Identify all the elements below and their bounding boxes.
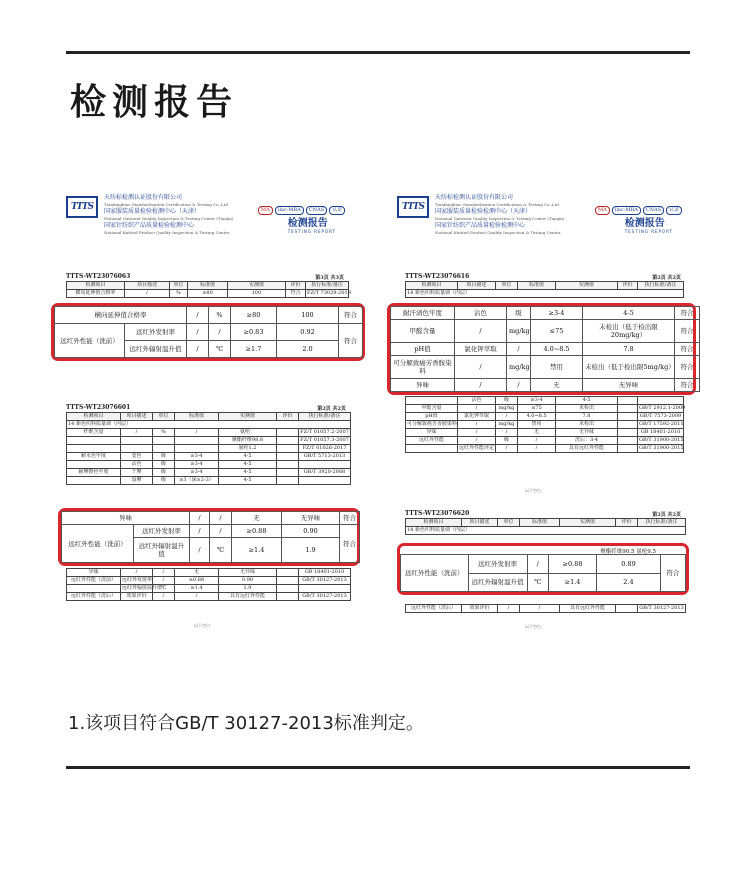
conclusion-note: 1.该项目符合GB/T 30127-2013标准判定。 xyxy=(68,713,424,734)
section-row: 14 新色织料质量调（内层） xyxy=(406,290,684,298)
ttts-logo-icon: TTTS xyxy=(397,196,429,218)
section-row: 14 新色织料质量调（内层） xyxy=(406,527,686,535)
table-row: 甲醛含量 / mg/kg ≤75 未检出 GB/T 2912.1-2009 xyxy=(406,405,684,413)
table-header-row: 检测项目 项目描述 单位 标准值 实测值 评价 执行标准/备注 xyxy=(406,282,684,290)
cert-mark-icon: 认证 xyxy=(666,206,682,215)
footer-note: 以下空白 xyxy=(525,624,541,629)
table-row: 远红外性能（洗后） 效果评价 / / 具有远红外性能 GB/T 30127-2013 xyxy=(406,605,686,613)
table-row: 远红外辐射温升值 ℃ ≥1.4 2.4 xyxy=(401,573,686,592)
cert-mark-icon: 认证 xyxy=(329,206,345,215)
highlight-box-3 xyxy=(387,303,696,395)
table-row: 远红外性能（洗前） 远红外发射率 / / ≥0.88 0.90 符合 xyxy=(62,525,360,538)
report-title-stamp: 检测报告 TESTING REPORT xyxy=(624,218,673,234)
accreditation-marks xyxy=(595,196,685,213)
table-header-row: 检测项目 项目描述 单位 标准值 实测值 评价 执行标准/备注 xyxy=(406,519,686,527)
table-header-row: 检测项目 项目描述 单位 标准值 实测值 评价 执行标准/备注 xyxy=(67,282,349,290)
results-table-tail xyxy=(405,604,686,613)
page-indicator: 第2页 共2页 xyxy=(652,512,681,518)
table-row: 甲醛含量 / mg/kg ≤75 未检出（低于检出限20mg/kg） 符合 xyxy=(391,319,700,343)
table-row: 聚酯纤维98.8 FZ/T 01057.3-2007 xyxy=(67,437,351,445)
table-row: 远红外辐射温升值 / ℃ ≥1.4 1.9 xyxy=(62,538,360,563)
cma-mark-icon: MA xyxy=(595,206,610,215)
page-title: 检测报告 xyxy=(70,82,239,123)
highlight-box-4 xyxy=(397,543,689,595)
table-row: 远红外辐射温升值 ℃ ≥1.4 1.9 xyxy=(67,585,351,593)
table-row: 远红外性能（洗后） 效果评价 / / 具有远红外性能 GB/T 30127-2013 xyxy=(67,593,351,601)
table-row: 可分解致癌芳香胺染料 / mg/kg 禁用 未检出（低于检出限5mg/kg） 符合 xyxy=(391,355,700,379)
report-number: TTTS-WT23076063 xyxy=(66,273,131,280)
composition-note: 聚酯纤维90.5 氨纶9.5 xyxy=(600,549,656,555)
table-row: 异味 / / 无 无异味 GB 18401-2010 xyxy=(406,429,684,437)
highlighted-results xyxy=(54,306,363,358)
highlighted-results xyxy=(390,306,700,392)
table-row: pH值 氯化钾萃取 / 4.0~8.5 7.8 GB/T 7573-2009 xyxy=(406,413,684,421)
ilac-mark-icon: ilac-MRA xyxy=(275,206,304,215)
table-header-row: 检测项目 项目描述 单位 标准值 实测值 评价 执行标准/备注 xyxy=(67,413,351,421)
report-header xyxy=(66,190,348,238)
table-row: 远红外性能评定 / / 具有远红外性能 GB/T 31900-2015 xyxy=(406,445,684,453)
footer-note: 以下空白 xyxy=(194,623,210,628)
table-row: 异味 / / 无 无异味 符合 xyxy=(62,512,360,525)
highlight-box-1 xyxy=(51,303,365,361)
table-row: 耐水色牢度 变色 级 ≥3-4 4-5 GB/T 5713-2013 xyxy=(67,453,351,461)
results-table xyxy=(405,518,686,535)
page-indicator: 第2页 共2页 xyxy=(317,406,346,412)
highlighted-results xyxy=(61,511,360,563)
report-number: TTTS-WT23076620 xyxy=(405,510,470,517)
report-header xyxy=(397,190,685,238)
table-row: 沾色 级 ≥3-4 4-5 xyxy=(406,397,684,405)
cma-mark-icon: MA xyxy=(258,206,273,215)
report-title-stamp: 检测报告 TESTING REPORT xyxy=(287,218,336,234)
ilac-mark-icon: ilac-MRA xyxy=(612,206,641,215)
accreditation-marks xyxy=(258,196,348,213)
table-row: 远红外性能（洗前） 远红外发射率 / / ≥0.83 0.92 符合 xyxy=(55,324,363,341)
table-row: 纤维含量 / % / 氨纶： FZ/T 01057.2-2007 xyxy=(67,429,351,437)
table-row: 可分解致癌芳香胺染料 / mg/kg 禁用 未检出 GB/T 17592-2011 xyxy=(407,421,684,427)
section-row: 14 新色织料质量调（内层） xyxy=(67,421,351,429)
report-number: TTTS-WT23076601 xyxy=(66,404,131,411)
highlight-box-2 xyxy=(58,508,360,566)
table-row: 远红外性能（洗前） 远红外发射率 / ≥0.88 0.89 符合 xyxy=(401,555,686,574)
cnas-mark-icon: CNAS xyxy=(306,206,327,215)
footer-note: 以下空白 xyxy=(525,488,541,493)
table-row: 异味 / / 无 无异味 GB 18401-2010 xyxy=(67,569,351,577)
table-row: 远红外性能 / 级 / 洗后：3-4 GB/T 31900-2015 xyxy=(406,437,684,445)
results-table-tail xyxy=(405,396,684,453)
table-row: 横向延伸值合格率 / % ≥80 100 符合 xyxy=(55,307,363,324)
cnas-mark-icon: CNAS xyxy=(643,206,664,215)
table-row: 横向延伸值合格率 / % ≥80 100 符合 FZ/T 73029-2019 xyxy=(67,290,349,298)
table-row: pH值 氯化钾萃取 / 4.0~8.5 7.8 符合 xyxy=(391,343,700,356)
org-info: 天纺标检测认证股份有限公司 Tianfangbiao Standardization Certification & Testing Co.,Ltd 国家服装质量检验检测中心（天津） National Garment Quality Inspection & Testing Center (Tianjin) 国家针纺织产品质量检验检测中心 National Knitted Product Quality Inspection & Testing Center xyxy=(104,194,234,235)
table-row: 氨纶1.2 FZ/T 01026-2017 xyxy=(67,445,351,453)
table-row: 异味 / / 无 无异味 符合 xyxy=(391,379,700,392)
results-table xyxy=(66,412,351,485)
bottom-rule xyxy=(66,766,690,769)
table-row: 沾色 级 ≥3-4 4-5 xyxy=(67,461,351,469)
highlighted-results xyxy=(400,554,686,592)
table-row: 耐汗渍色牢度 沾色 级 ≥3-4 4-5 符合 xyxy=(391,307,700,320)
report-number: TTTS-WT23076616 xyxy=(405,273,470,280)
page-indicator: 第2页 共2页 xyxy=(652,275,681,281)
page-indicator: 第3页 共3页 xyxy=(315,275,344,281)
results-table xyxy=(405,281,684,298)
table-row: 远红外性能（洗前） 远红外发射率 / ≥0.88 0.90 GB/T 30127-2013 xyxy=(67,577,351,585)
results-table xyxy=(66,281,349,298)
ttts-logo-icon: TTTS xyxy=(66,196,98,218)
table-row: 湿摩 级 ≥3（深≥2-3） 4-5 xyxy=(67,477,351,485)
table-row: 远红外辐射温升值 / ℃ ≥1.7 2.0 xyxy=(55,341,363,358)
table-row: 耐摩擦色牢度 干摩 级 ≥3-4 4-5 GB/T 3920-2008 xyxy=(67,469,351,477)
org-info: 天纺标检测认证股份有限公司 Tianfangbiao Standardization Certification & Testing Co.,Ltd 国家服装质量检验检测中心（天津） National Garment Quality Inspection & Testing Center (Tianjin) 国家针纺织产品质量检验检测中心 National Knitted Product Quality Inspection & Testing Center xyxy=(435,194,565,235)
top-rule xyxy=(66,51,690,54)
results-table-tail xyxy=(66,568,351,601)
